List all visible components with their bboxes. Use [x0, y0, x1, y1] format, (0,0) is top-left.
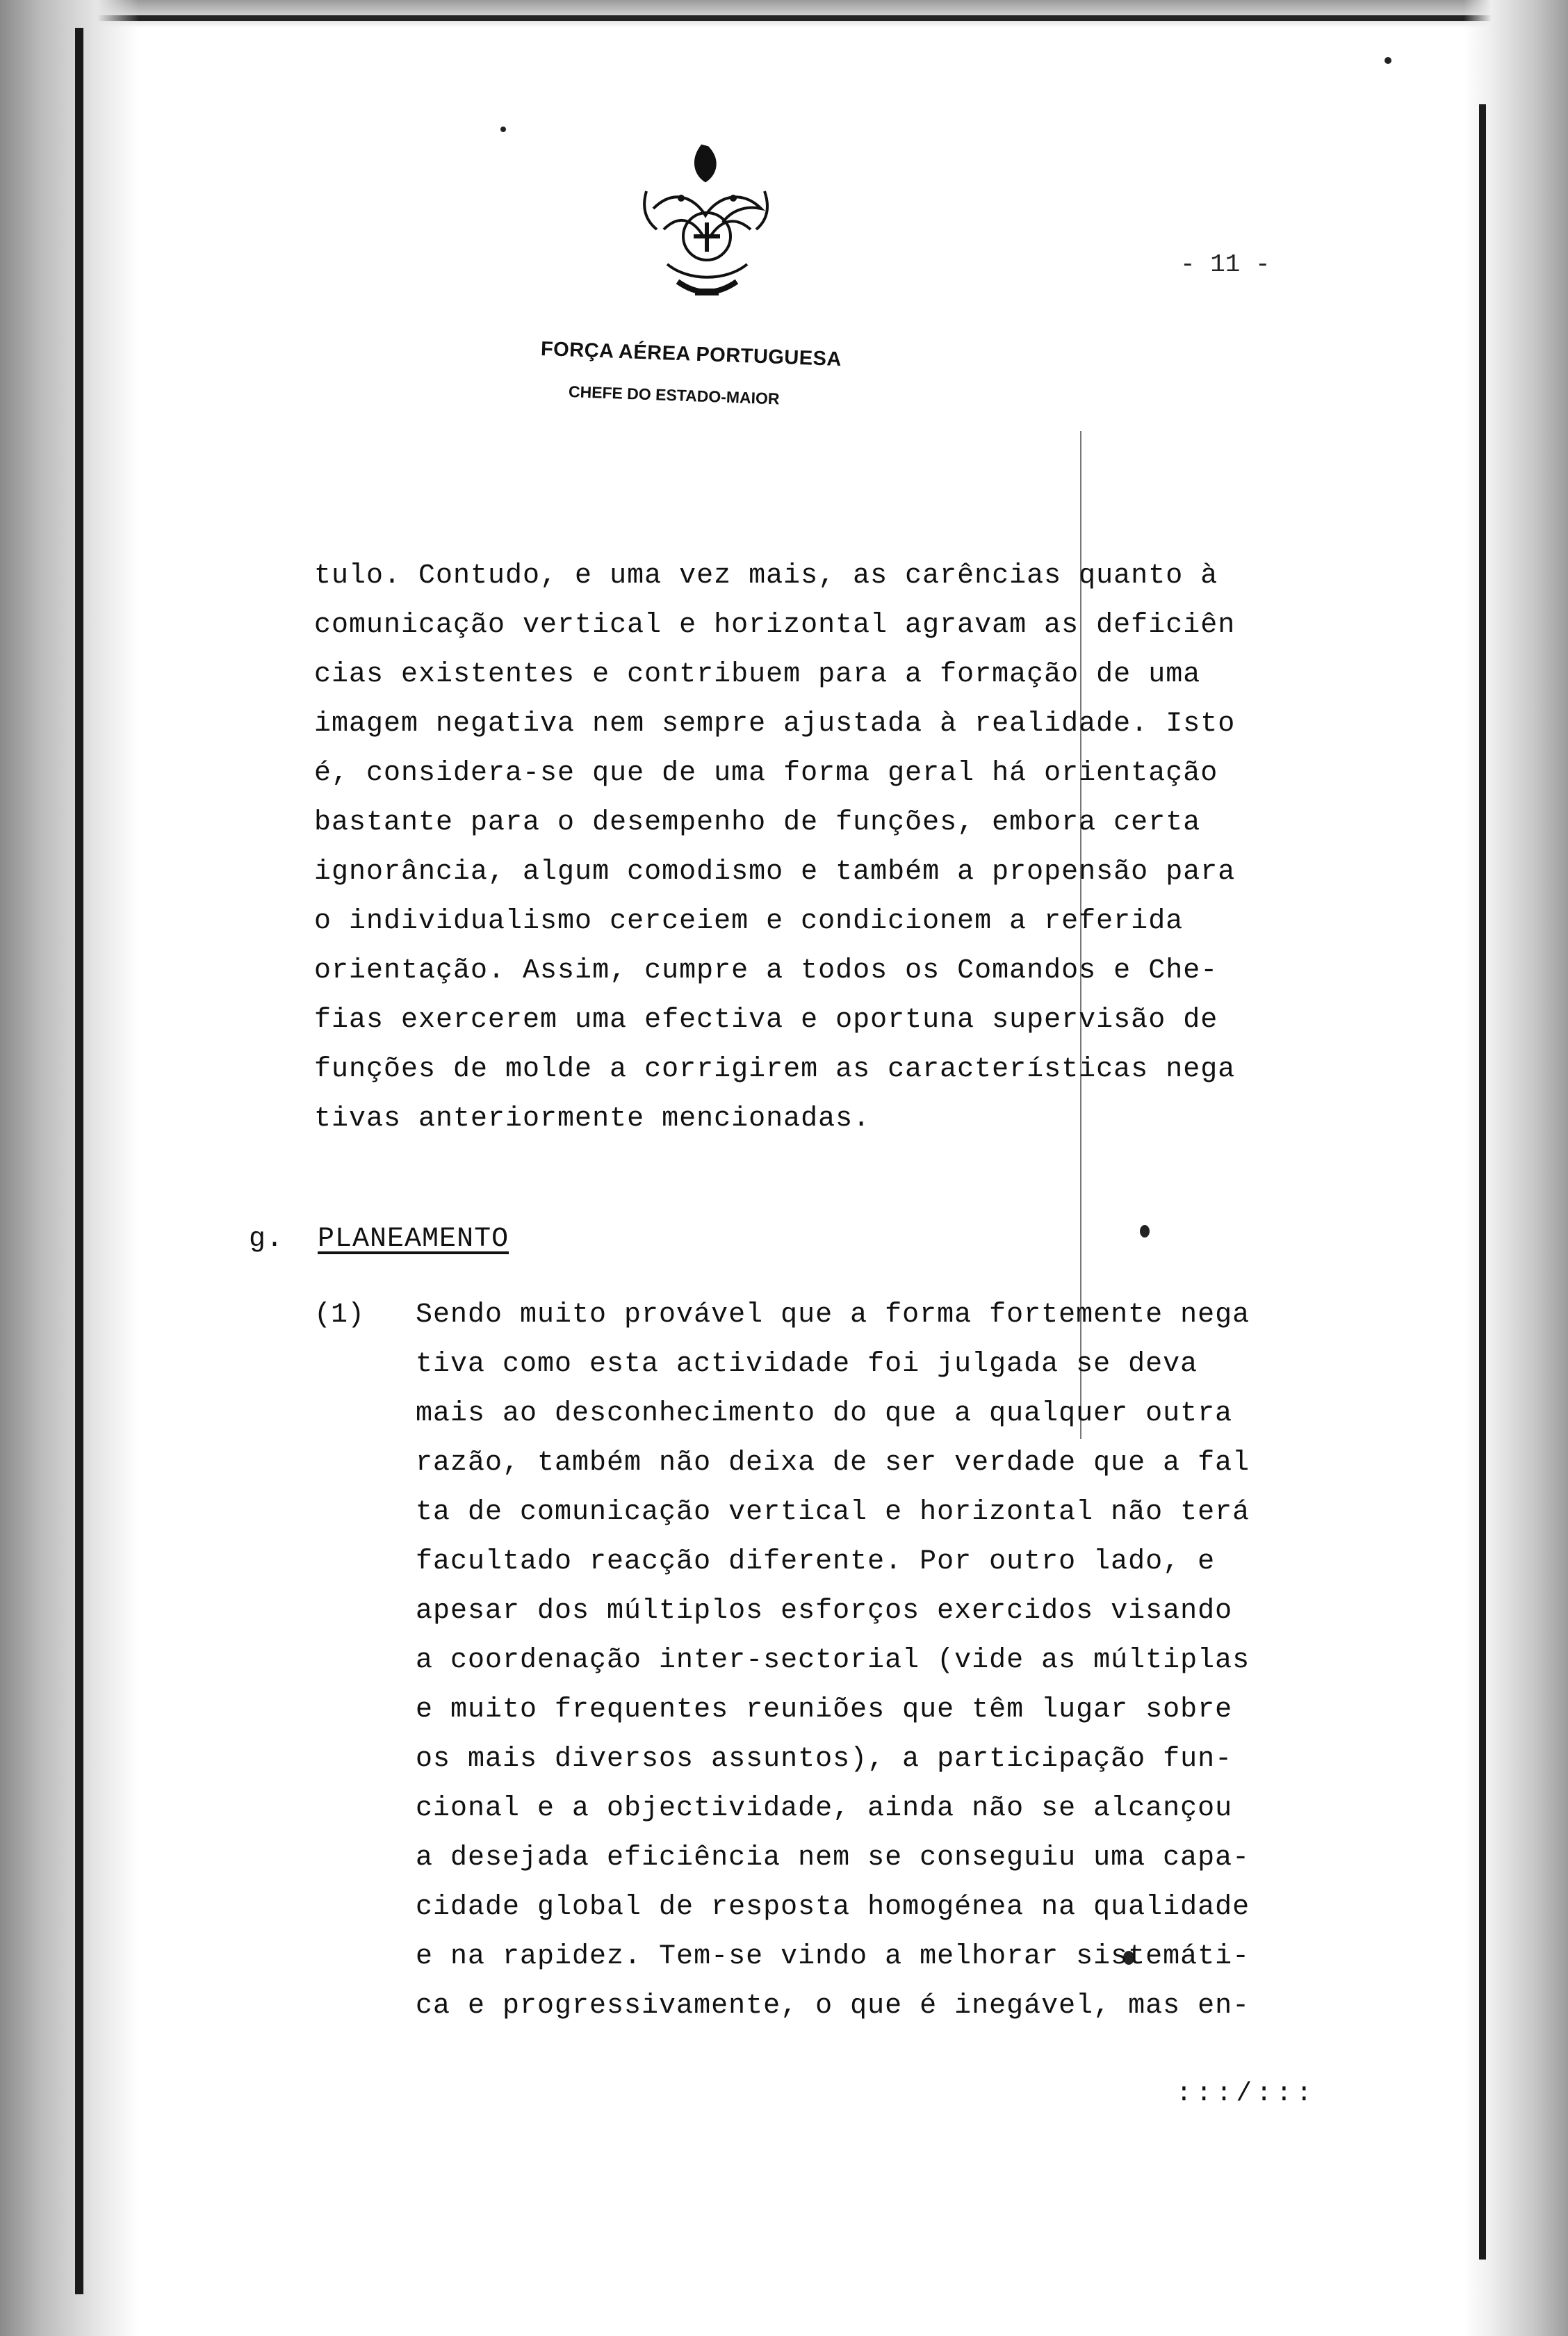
paragraph-line: ignorância, algum comodismo e também a propensão para — [314, 857, 1236, 888]
item-line: cidade global de resposta homogénea na qualidade — [416, 1892, 1250, 1923]
item-line: tiva como esta actividade foi julgada se deva — [416, 1349, 1198, 1380]
item-line: mais ao desconhecimento do que a qualquer outra — [416, 1398, 1233, 1429]
paragraph-line: cias existentes e contribuem para a formação de uma — [314, 659, 1201, 690]
item-line: e muito frequentes reuniões que têm lugar sobre — [416, 1694, 1233, 1726]
paragraph-line: o individualismo cerceiem e condicionem a referida — [314, 906, 1184, 937]
item-line: razão, também não deixa de ser verdade que a fal — [416, 1447, 1250, 1479]
item-line: apesar dos múltiplos esforços exercidos visando — [416, 1596, 1233, 1627]
section-heading — [249, 1224, 509, 1255]
paragraph-line: imagem negativa nem sempre ajustada à realidade. Isto — [314, 708, 1236, 740]
item-line: a desejada eficiência nem se conseguiu uma capa- — [416, 1842, 1250, 1874]
item-line: a coordenação inter-sectorial (vide as múltiplas — [416, 1645, 1250, 1676]
item-text — [416, 1290, 1389, 2031]
item-line: ca e progressivamente, o que é inegável, mas en- — [416, 1990, 1250, 2022]
paragraph-line: fias exercerem uma efectiva e oportuna supervisão de — [314, 1005, 1218, 1036]
paragraph — [314, 551, 1398, 1144]
section-title: PLANEAMENTO — [318, 1224, 509, 1255]
item-line: os mais diversos assuntos), a participação fun- — [416, 1744, 1233, 1775]
paragraph-line: orientação. Assim, cumpre a todos os Comandos e Che- — [314, 955, 1218, 987]
paragraph-line: tivas anteriormente mencionadas. — [314, 1103, 871, 1135]
paragraph-line: tulo. Contudo, e uma vez mais, as carências quanto à — [314, 560, 1218, 592]
continuation-marker: :::/::: — [1176, 2079, 1316, 2109]
scan-edge-left-line — [75, 28, 83, 2294]
office-name: CHEFE DO ESTADO-MAIOR — [568, 382, 780, 408]
scan-speck — [500, 127, 506, 132]
scan-speck — [1385, 57, 1391, 64]
item-line: e na rapidez. Tem-se vindo a melhorar sistemáti- — [416, 1941, 1250, 1972]
item-line: facultado reacção diferente. Por outro lado, e — [416, 1546, 1216, 1577]
paragraph-line: bastante para o desempenho de funções, embora certa — [314, 807, 1201, 838]
scan-edge-left — [0, 0, 139, 2336]
paragraph-line: comunicação vertical e horizontal agravam as deficiên — [314, 610, 1236, 641]
section-marker: g. — [249, 1224, 284, 1255]
scan-edge-top-line — [56, 15, 1550, 21]
organization-name: FORÇA AÉREA PORTUGUESA — [540, 338, 842, 371]
item-marker: (1) — [314, 1299, 365, 1331]
item-line: Sendo muito provável que a forma fortemente nega — [416, 1299, 1250, 1331]
item-line: cional e a objectividade, ainda não se alcançou — [416, 1793, 1233, 1824]
scan-edge-top — [0, 0, 1568, 28]
air-force-crest-icon — [626, 132, 785, 327]
item-line: ta de comunicação vertical e horizontal não terá — [416, 1497, 1250, 1528]
paragraph-line: funções de molde a corrigirem as características nega — [314, 1054, 1236, 1085]
scan-speck — [1140, 1225, 1150, 1238]
scan-edge-right-line — [1479, 104, 1486, 2260]
page-number: - 11 - — [1180, 250, 1271, 279]
paragraph-line: é, considera-se que de uma forma geral há orientação — [314, 758, 1218, 789]
